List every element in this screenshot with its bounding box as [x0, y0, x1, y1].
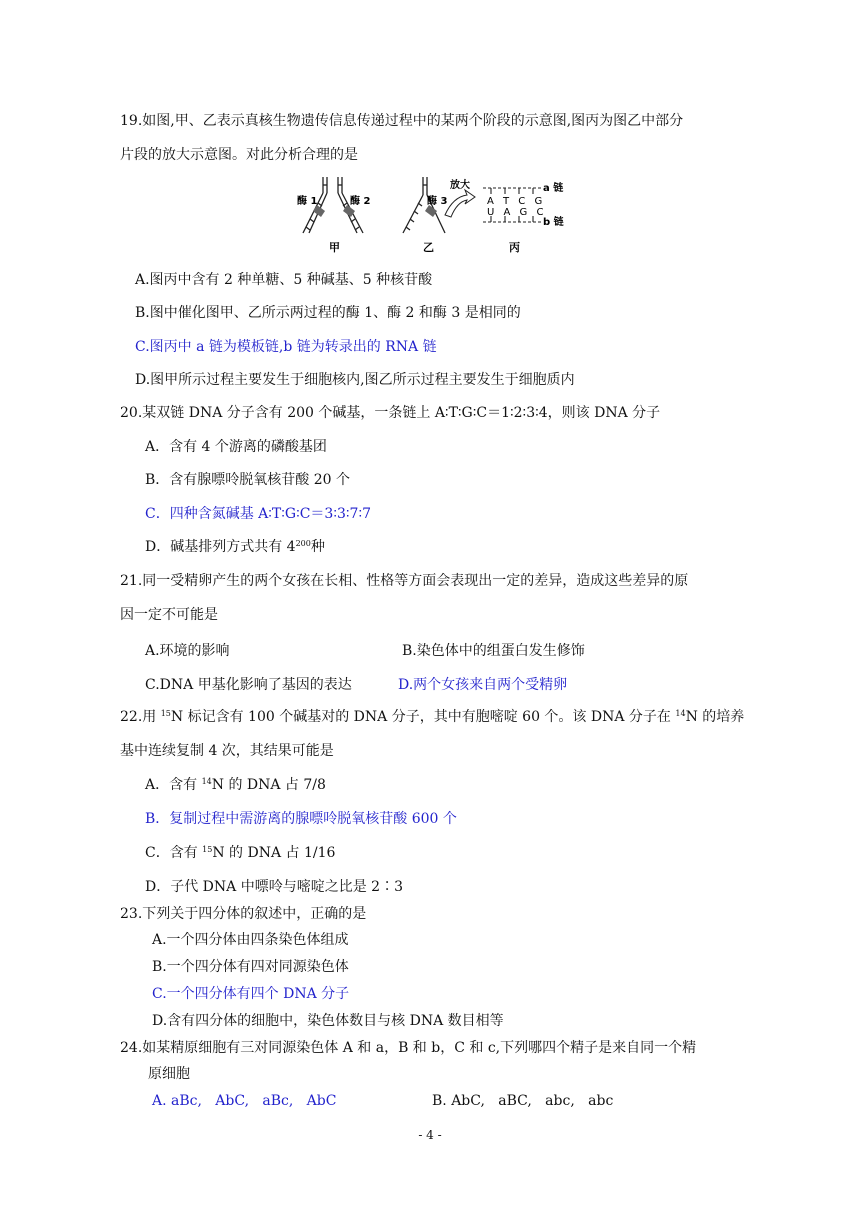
q20-option-b: B．含有腺嘌呤脱氧核苷酸 20 个	[145, 472, 351, 488]
q23-stem: 23.下列关于四分体的叙述中，正确的是	[120, 906, 367, 922]
label-bing: 丙	[509, 241, 520, 254]
q21-stem-line2: 因一定不可能是	[120, 607, 218, 623]
q22-option-b: B．复制过程中需游离的腺嘌呤脱氧核苷酸 600 个	[145, 811, 457, 827]
q24-option-b: B. AbC, aBC, abc, abc	[432, 1093, 614, 1109]
enzyme1-label: 酶 1	[297, 196, 318, 207]
q23-option-d: D.含有四分体的细胞中，染色体数目与核 DNA 数目相等	[152, 1013, 504, 1029]
q24-stem-line2: 原细胞	[148, 1066, 190, 1082]
q20-stem: 20.某双链 DNA 分子含有 200 个碱基，一条链上 A∶T∶G∶C＝1∶2∶3∶4，则该 DNA 分子	[120, 405, 661, 421]
q23-option-a: A.一个四分体由四条染色体组成	[152, 932, 349, 948]
chain-b-label: b 链	[543, 217, 564, 228]
q21-option-b: B.染色体中的组蛋白发生修饰	[402, 643, 585, 659]
q22-option-c: C．含有 $^{15}$N 的 DNA 占 1/16	[145, 845, 336, 861]
q19-option-b: B.图中催化图甲、乙所示两过程的酶 1、酶 2 和酶 3 是相同的	[135, 305, 521, 321]
q19-option-d: D.图甲所示过程主要发生于细胞核内,图乙所示过程主要发生于细胞质内	[135, 372, 575, 388]
q21-stem-line1: 21.同一受精卵产生的两个女孩在长相、性格等方面会表现出一定的差异，造成这些差异的原	[120, 573, 689, 589]
replication-transcription-figure	[295, 175, 570, 257]
magnify-arrow-icon	[445, 190, 475, 217]
q22-option-a: A．含有 $^{14}$N 的 DNA 占 7/8	[145, 777, 326, 793]
q20-option-c: C．四种含氮碱基 A∶T∶G∶C＝3∶3∶7∶7	[145, 506, 371, 522]
magnify-label: 放大	[450, 180, 470, 191]
label-yi: 乙	[423, 241, 434, 254]
q20-option-a: A．含有 4 个游离的磷酸基团	[145, 439, 327, 455]
sequence-top: A T C G	[487, 196, 546, 207]
q22-option-d: D．子代 DNA 中嘌呤与嘧啶之比是 2∶3	[145, 879, 403, 895]
chain-a-label: a 链	[543, 183, 564, 194]
q21-option-a: A.环境的影响	[145, 643, 230, 659]
page-number: - 4 -	[418, 1128, 442, 1142]
q22-stem-line2: 基中连续复制 4 次，其结果可能是	[120, 743, 334, 759]
sequence-bottom: U A G C	[487, 207, 547, 218]
q21-option-c: C.DNA 甲基化影响了基因的表达	[145, 677, 352, 693]
q19-stem-line1: 19.如图,甲、乙表示真核生物遗传信息传递过程中的某两个阶段的示意图,图丙为图乙中部分	[120, 113, 684, 129]
q19-option-c: C.图丙中 a 链为模板链,b 链为转录出的 RNA 链	[135, 339, 437, 355]
label-jia: 甲	[329, 241, 340, 254]
q24-option-a: A. aBc, AbC, aBc, AbC	[152, 1093, 337, 1109]
q19-option-a: A.图丙中含有 2 种单糖、5 种碱基、5 种核苷酸	[135, 272, 433, 288]
q20-option-d: D．碱基排列方式共有 $4^{200}$种	[145, 539, 325, 555]
q23-option-c: C.一个四分体有四个 DNA 分子	[152, 986, 350, 1002]
enzyme3-label: 酶 3	[427, 196, 448, 207]
q23-option-b: B.一个四分体有四对同源染色体	[152, 959, 349, 975]
q21-option-d: D.两个女孩来自两个受精卵	[398, 677, 568, 693]
q22-stem-line1: 22.用 $^{15}$N 标记含有 100 个碱基对的 DNA 分子，其中有胞嘧啶 60 个。该 DNA 分子在 $^{14}$N 的培养	[120, 709, 745, 725]
q24-stem-line1: 24.如某精原细胞有三对同源染色体 A 和 a，B 和 b，C 和 c,下列哪四个精子是来自同一个精	[120, 1040, 697, 1056]
enzyme2-label: 酶 2	[350, 196, 371, 207]
q19-stem-line2: 片段的放大示意图。对此分析合理的是	[120, 147, 358, 163]
